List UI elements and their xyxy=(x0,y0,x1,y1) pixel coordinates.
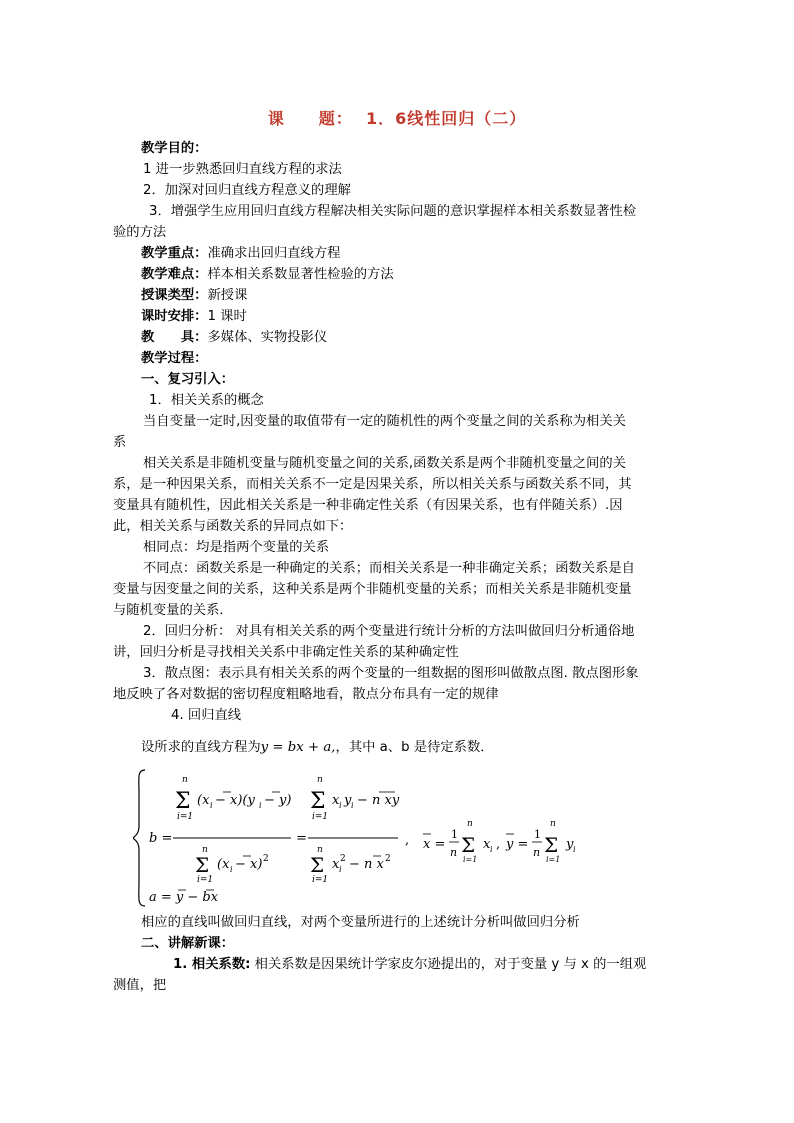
svg-text:n: n xyxy=(467,819,473,829)
svg-text:,: , xyxy=(496,837,501,852)
regression-equation-line xyxy=(113,732,688,764)
svg-text:Σ: Σ xyxy=(461,833,476,857)
objective-item-3: 3．增强学生应用回归直线方程解决相关实际问题的意识掌握样本相关系数显著性检 xyxy=(149,204,637,219)
svg-text:(x: (x xyxy=(197,793,210,808)
review-diff-line2: 变量与因变量之间的关系，这种关系是两个非随机变量的关系；而相关关系是非随机变量 xyxy=(113,582,632,597)
review-p2-line1: 相关关系是非随机变量与随机变量之间的关系,函数关系是两个非随机变量之间的关 xyxy=(143,456,626,471)
svg-text:n: n xyxy=(202,845,208,855)
objective-item-1: 1 进一步熟悉回归直线方程的求法 xyxy=(143,162,342,177)
svg-text:i: i xyxy=(490,845,493,854)
eq-main: y = bx + a, xyxy=(260,740,336,755)
correlation-label: 1. 相关系数: xyxy=(173,957,251,972)
review-diff-line3: 与随机变量的关系． xyxy=(113,603,233,618)
svg-text:− n x: − n x xyxy=(349,857,384,872)
svg-text:2: 2 xyxy=(340,854,346,864)
formula-xbar: x = xyxy=(423,837,446,852)
process-heading: 教学过程： xyxy=(141,351,208,366)
type-label: 授课类型： xyxy=(141,288,208,303)
formula-svg xyxy=(133,764,653,912)
svg-text:1: 1 xyxy=(451,828,458,841)
svg-text:i: i xyxy=(339,865,342,874)
svg-text:=: = xyxy=(296,831,307,846)
review-p1-line1: 当自变量一定时,因变量的取值带有一定的随机性的两个变量之间的关系称为相关关 xyxy=(143,414,626,429)
svg-text:i=1: i=1 xyxy=(312,812,329,822)
formula-b-label: b = xyxy=(149,831,173,846)
svg-text:n: n xyxy=(550,819,556,829)
review-item-3-line2: 地反映了各对数据的密切程度粗略地看，散点分布具有一定的规律 xyxy=(113,687,499,702)
svg-text:y: y xyxy=(344,793,352,808)
svg-text:Σ: Σ xyxy=(175,789,191,814)
new-lesson-p1-line1 xyxy=(113,954,688,975)
hours-value: 1 课时 xyxy=(207,309,247,324)
svg-text:n: n xyxy=(450,846,458,859)
svg-text:2: 2 xyxy=(263,854,269,864)
svg-text:x: x xyxy=(332,793,340,808)
correlation-text: 相关系数是因果统计学家皮尔逊提出的，对于变量 y 与 x 的一组观 xyxy=(250,957,647,972)
review-heading: 一、复习引入： xyxy=(141,372,235,387)
review-p1-line2: 系 xyxy=(113,435,127,450)
objective-item-3-cont: 验的方法 xyxy=(113,225,167,240)
svg-text:n: n xyxy=(533,846,541,859)
svg-text:n: n xyxy=(182,775,188,785)
svg-text:− x)(y: − x)(y xyxy=(215,793,255,808)
svg-text:Σ: Σ xyxy=(544,833,559,857)
page-title xyxy=(0,106,794,129)
meta-difficulty xyxy=(113,264,688,285)
review-p2-line2: 系，是一种因果关系，而相关关系不一定是因果关系，所以相关关系与函数关系不同，其 xyxy=(113,477,632,492)
svg-text:Σ: Σ xyxy=(195,853,210,877)
meta-hours xyxy=(113,306,688,327)
meta-type xyxy=(113,285,688,306)
difficulty-label: 教学难点： xyxy=(141,267,208,282)
meta-tools xyxy=(113,327,688,348)
svg-text:n: n xyxy=(317,775,323,785)
eq-intro-before: 设所求的直线方程为 xyxy=(141,740,261,755)
svg-text:i=1: i=1 xyxy=(546,855,561,864)
svg-text:Σ: Σ xyxy=(310,853,325,877)
svg-text:− n xy: − n xy xyxy=(357,793,400,808)
eq-intro-after: ，其中 a、b 是待定系数． xyxy=(335,740,494,755)
new-lesson-p1-line2: 测值，把 xyxy=(113,978,167,993)
svg-text:i: i xyxy=(259,801,262,810)
difficulty-value: 样本相关系数显著性检验的方法 xyxy=(207,267,394,282)
key-point-label: 教学重点： xyxy=(141,246,208,261)
review-item-3-line1: 3．散点图：表示具有相关关系的两个变量的一组数据的图形叫做散点图. 散点图形象 xyxy=(143,666,639,681)
brace-left xyxy=(133,770,145,906)
title-label: 课 题： xyxy=(267,109,353,128)
tools-value: 多媒体、实物投影仪 xyxy=(207,330,328,345)
review-p2-line4: 此，相关关系与函数关系的异同点如下： xyxy=(113,519,353,534)
review-p2-line3: 变量具有随机性，因此相关关系是一种非确定性关系（有因果关系，也有伴随关系）.因 xyxy=(113,498,623,513)
svg-text:i=1: i=1 xyxy=(312,875,329,885)
key-point-value: 准确求出回归直线方程 xyxy=(207,246,341,261)
meta-key-point xyxy=(113,243,688,264)
svg-text:(x: (x xyxy=(217,857,230,872)
formula-a: a = y − bx xyxy=(149,890,219,905)
formula-ybar: y = xyxy=(506,837,529,852)
title-text: 1．6线性回归（二） xyxy=(365,109,527,128)
svg-text:i: i xyxy=(351,801,354,810)
svg-text:i=1: i=1 xyxy=(197,875,214,885)
svg-text:i: i xyxy=(210,801,213,810)
review-same: 相同点：均是指两个变量的关系 xyxy=(143,540,330,555)
svg-text:x: x xyxy=(332,857,340,872)
svg-text:1: 1 xyxy=(534,828,541,841)
svg-text:i: i xyxy=(573,845,576,854)
svg-text:n: n xyxy=(317,845,323,855)
review-item-2-line1: 2．回归分析： 对具有相关关系的两个变量进行统计分析的方法叫做回归分析通俗地 xyxy=(143,624,635,639)
svg-text:− y): − y) xyxy=(264,793,292,808)
svg-text:− x): − x) xyxy=(235,857,263,872)
after-formula-text: 相应的直线叫做回归直线，对两个变量所进行的上述统计分析叫做回归分析 xyxy=(141,915,580,930)
document-body xyxy=(113,138,688,996)
review-item-2-line2: 讲，回归分析是寻找相关关系中非确定性关系的某种确定性 xyxy=(113,645,459,660)
svg-text:x: x xyxy=(483,837,491,852)
svg-text:i=1: i=1 xyxy=(463,855,478,864)
svg-text:,: , xyxy=(405,833,410,848)
svg-text:i: i xyxy=(230,865,233,874)
svg-text:y: y xyxy=(566,837,574,852)
objectives-heading: 教学目的： xyxy=(141,141,208,156)
svg-text:2: 2 xyxy=(385,854,391,864)
svg-text:i=1: i=1 xyxy=(177,812,194,822)
review-item-4: 4. 回归直线 xyxy=(171,708,242,723)
regression-formula-block xyxy=(133,764,688,912)
type-value: 新授课 xyxy=(207,288,248,303)
review-diff-line1: 不同点：函数关系是一种确定的关系；而相关关系是一种非确定关系；函数关系是自 xyxy=(143,561,635,576)
tools-label: 教 具： xyxy=(141,330,208,345)
svg-text:i: i xyxy=(339,801,342,810)
hours-label: 课时安排： xyxy=(141,309,208,324)
svg-text:Σ: Σ xyxy=(310,789,326,814)
objective-item-2: 2．加深对回归直线方程意义的理解 xyxy=(143,183,351,198)
new-lesson-heading: 二、讲解新课： xyxy=(141,936,235,951)
review-item-1: 1．相关关系的概念 xyxy=(149,393,264,408)
